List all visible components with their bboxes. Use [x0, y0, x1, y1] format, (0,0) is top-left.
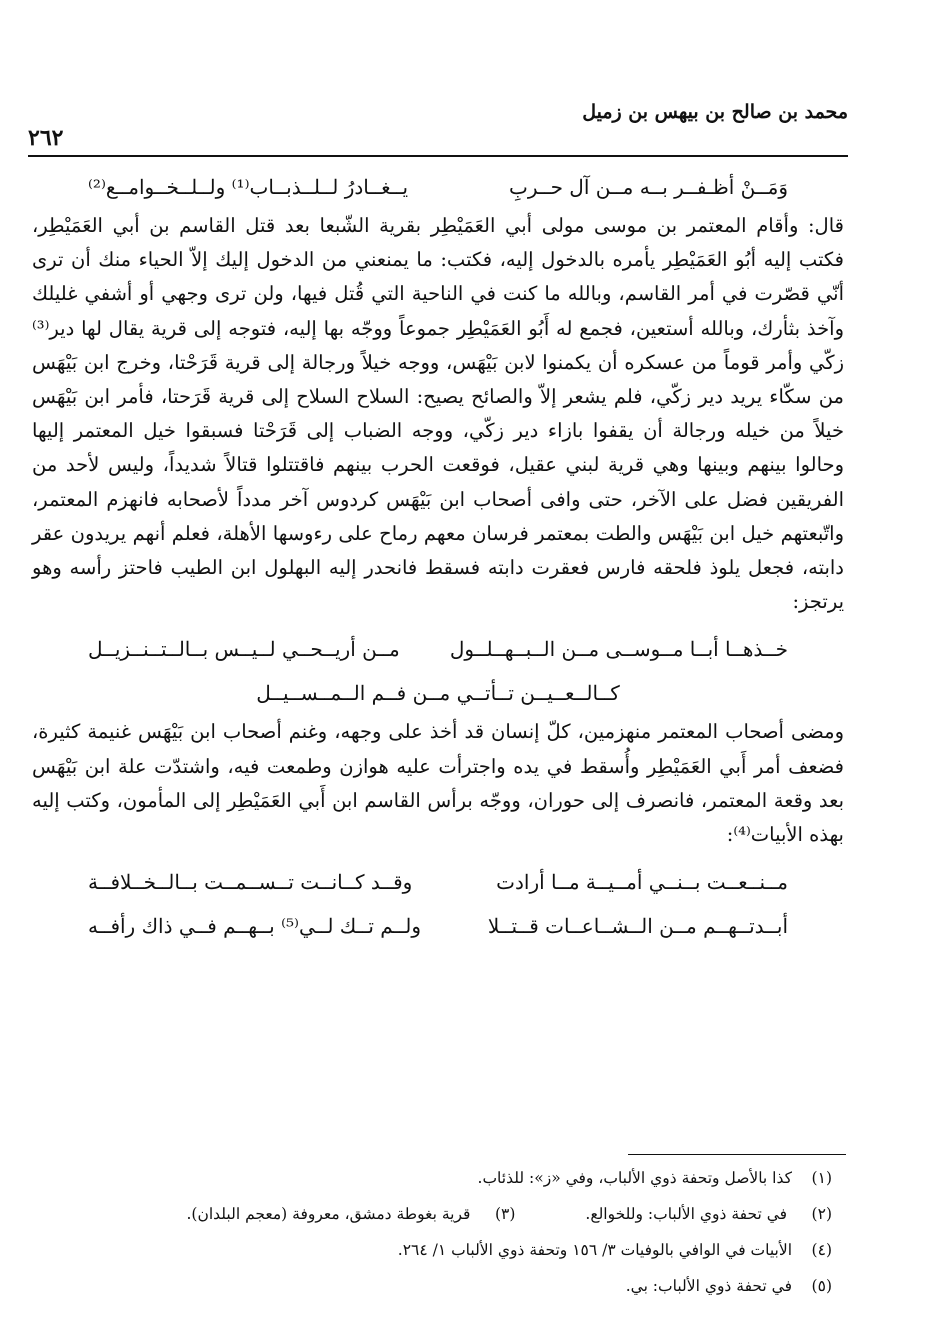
verse-line: [88, 165, 788, 209]
verse-line: [88, 627, 788, 671]
footnote-item-pair: [72, 1196, 832, 1232]
running-head: محمد بن صالح بن بيهس بن زميل: [582, 101, 848, 123]
footnote-text: في تحفة ذوي الألباب: بي.: [625, 1277, 792, 1295]
verse-hemistich-single: كــالــعــيــن تــأتــي مــن فــم الــمــســيــل: [256, 681, 620, 706]
footnote-number: (٣): [494, 1205, 516, 1223]
main-text: [32, 165, 844, 948]
verse-line: [88, 860, 788, 904]
verse-hemistich-left: ولــم تــك لــي⁽⁵⁾ بــهــم فــي ذاك رأفــه: [88, 914, 422, 939]
footnote-text: قرية بغوطة دمشق، معروفة (معجم البلدان).: [186, 1205, 471, 1223]
verse-line: [88, 671, 788, 715]
verse-hemistich-right: مــنــعــت بــنــي أمــيــة مــا أرادت: [496, 870, 788, 895]
page-number: ٢٦٢: [28, 125, 64, 151]
footnote-number: (٢): [811, 1205, 832, 1223]
footnote-text: كذا بالأصل وتحفة ذوي الألباب، وفي «ز»: للذئاب.: [477, 1169, 792, 1187]
footnote-item: [187, 1196, 516, 1232]
footnote-item: [72, 1268, 832, 1304]
footnote-item: [72, 1232, 832, 1268]
verse-line: [88, 904, 788, 948]
footnotes: [72, 1160, 832, 1304]
footnote-item: [585, 1196, 832, 1232]
footnote-divider: [628, 1154, 846, 1155]
footnote-item: [72, 1160, 832, 1196]
footnote-number: (٥): [811, 1277, 832, 1295]
page-header: [28, 95, 848, 157]
footnote-text: في تحفة ذوي الألباب: وللخوالع.: [585, 1205, 788, 1223]
paragraph-text: ومضى أصحاب المعتمر منهزمين، كلّ إنسان قد أخذ على وجهه، وغنم أصحاب ابن بَيْهَس غنيمة كثيرة، فضعف أمر أَبي العَمَيْطِر وأُسقط في يده واجترأت عليه هوازن وطمعت فيه، واشتدّت علة ابن بَيْهَس بعد وقعة المعتمر، فانصرف إلى حوران، ووجّه برأس القاسم ابن أَبي العَمَيْطِر إلى المأمون، وكتب إليه بهذه الأبيات⁽⁴⁾:: [32, 720, 844, 847]
verse-hemistich-right: خــذهــا أبــا مــوســى مــن الــبــهــلــول: [449, 637, 788, 662]
footnote-number: (٤): [811, 1241, 832, 1259]
paragraph-text: قال: وأقام المعتمر بن موسى مولى أبي العَمَيْطِر بقرية الشّبعا بعد قتل القاسم بن أبي العَمَيْطِر، فكتب إليه أبُو العَمَيْطِر يأمره بالدخول إليه، فكتب: ما يمنعني من الدخول إليك إلاّ الحياء منك أن ترى أنّي قصّرت في أمر القاسم، وبالله ما كنت في الناحية التي قُتل فيها، ولن ترى وجهي أو أشفي غليلك وآخذ بثأرك، وبالله أستعين، فجمع له أَبُو العَمَيْطِر جموعاً ووجّه بها إليه، فتوجه إلى قرية يقال لها دير⁽³⁾ زكّي وأمر قوماً من عسكره أن يكمنوا لابن بَيْهَس، ووجه خيلاً ورجالة إلى قرية قَرَحْتا، وخرج ابن بَيْهَس من سكّاء يريد دير زكّي، فلم يشعر إلاّ والصائح يصيح: السلاح السلاح إلى قرية قَرَحتا، فأمر ابن بَيْهَس خيلاً من خيله ورجالة أن يقفوا بازاء دير زكّي، ووجه الضباب إلى قَرَحْتا فسبقوا خيل المعتمر إليها وحالوا بينهم وبينها وهي قرية لبني عقيل، فوقعت الحرب بينهم فاقتتلوا قتالاً شديداً، وليس لأحد من الفريقين فضل على الآخر، حتى وافى أصحاب ابن بَيْهَس كردوس آخر مدداً لأصحابه فانهزم المعتمر، واتّبعتهم خيل ابن بَيْهَس والطت بمعتمر فرسان معهم رماح على رءوسها الأهلة، فعلم أنهم يريدون عقر دابته، فجعل يلوذ فلحقه فارس فعقرت دابته فسقط فانحدر إليه البهلول ابن الطيب فاحتز رأسه وهو يرتجز:: [32, 214, 844, 614]
footnote-number: (١): [811, 1169, 832, 1187]
verse-hemistich-right: أبــدتــهــم مــن الــشــاعــات قــتــلا: [487, 914, 788, 939]
prose-paragraph: [32, 715, 844, 852]
prose-paragraph: [32, 209, 844, 619]
verse-hemistich-left: وقــد كــانــت تــســمــت بــالــخــلافــة: [88, 870, 413, 895]
footnote-text: الأبيات في الوافي بالوفيات ٣/ ١٥٦ وتحفة ذوي الألباب ١/ ٢٦٤.: [397, 1241, 792, 1259]
verse-hemistich-right: وَمَــنْ أظـفــر بــه مــن آل حــربِ: [508, 175, 788, 199]
verse-hemistich-left: يــغــادرُ لــلــذبــاب⁽¹⁾ ولــلــخــوامــع⁽²⁾: [88, 175, 409, 199]
verse-hemistich-left: مــن أريــحــي لــيــس بــالــتــنــزيــل: [88, 637, 400, 662]
